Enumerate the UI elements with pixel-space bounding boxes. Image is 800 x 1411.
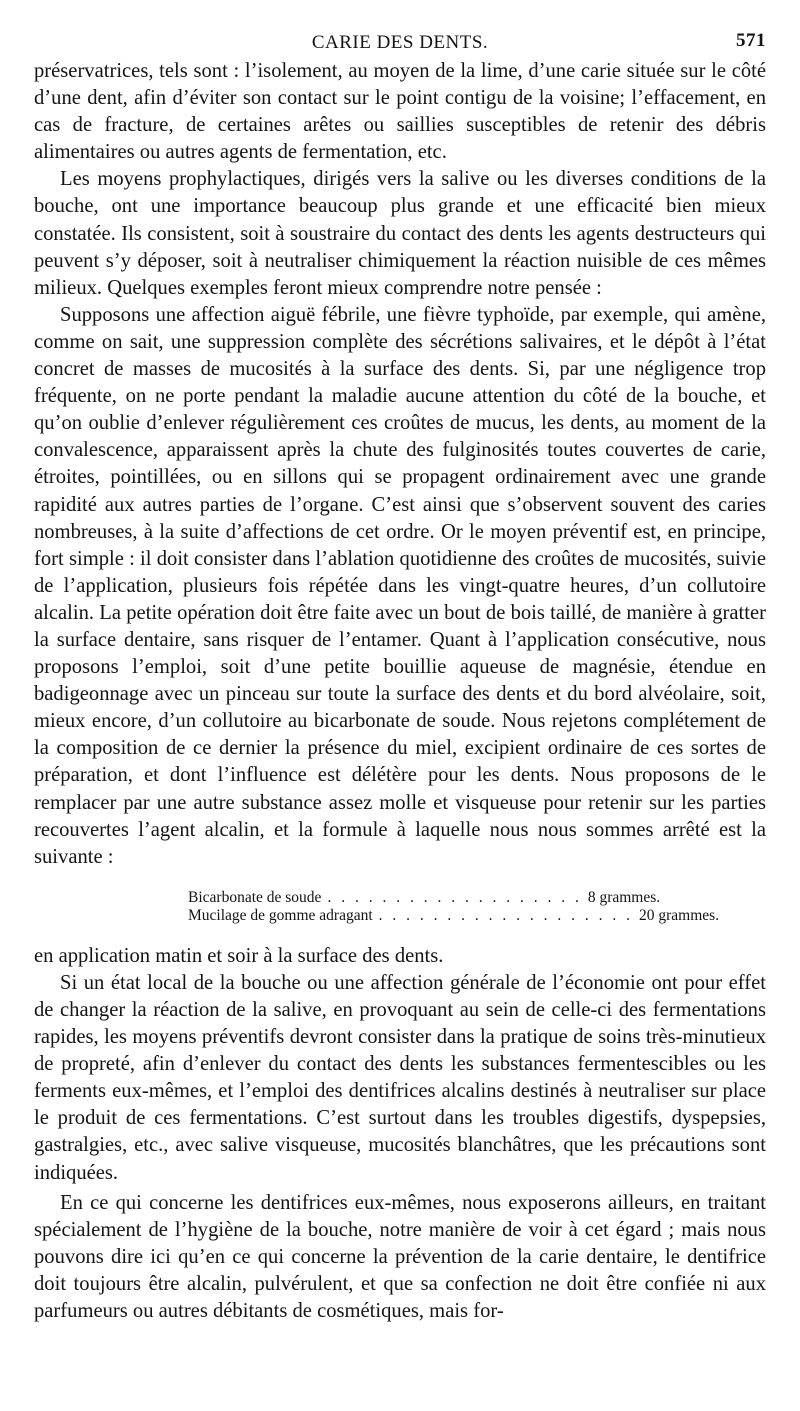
formula-row [188,888,661,907]
paragraph: Si un état local de la bouche ou une affection générale de l’économie ont pour effet de changer la réaction de la salive, en provoquant au sein de celle-ci des fermentations rapides, les moyens préventifs devront consister dans la pratique de soins très-minutieux de propreté, afin d’enlever du contact des dents les substances fermentescibles ou les ferments eux-mêmes, et l’emploi des dentifrices alcalins destinés à neutraliser sur place le produit de ces fermentations. C’est surtout dans les troubles digestifs, dyspepsies, gastralgies, etc., avec salive visqueuse, mucosités blanchâtres, que les précautions sont indiquées. [34,971,766,1184]
ingredient-name: Bicarbonate de soude [188,888,322,906]
page-number: 571 [736,30,766,51]
running-head: CARIE DES DENTS. [311,32,489,53]
ingredient-name: Mucilage de gomme adragant [188,906,373,924]
ingredient-quantity: 8 grammes. [587,888,661,906]
page-header [34,30,766,58]
recipe-formula [188,888,720,925]
paragraph: Les moyens prophylactiques, dirigés vers la salive ou les diverses conditions de la bouche, ont une importance beaucoup plus grande et une efficacité bien mieux constatée. Ils consistent, soit à soustraire du contact des dents les agents destructeurs qui peuvent s’y déposer, soit à neutraliser chimiquement la réaction nuisible de ces mêmes milieux. Quelques exemples feront mieux comprendre notre pensée : [34,168,766,299]
paragraph: Supposons une affection aiguë fébrile, une fièvre typhoïde, par exemple, qui amène, comme on sait, une suppression complète des sécrétions salivaires, et le dépôt à l’état concret de masses de mucosités à la surface des dents. Si, par une négligence trop fréquente, on ne porte pendant la maladie aucune attention du côté de la bouche, et qu’on oublie d’enlever régulièrement ces croûtes de mucus, les dents, au moment de la convalescence, apparaissent après la chute des fulginosités toutes couvertes de carie, étroites, pointillées, ou en sillons qui se propagent ordinairement avec une grande rapidité aux autres parties de l’organe. C’est ainsi que s’observent souvent des caries nombreuses, à la suite d’affections de cet ordre. Or le moyen préventif est, en principe, fort simple : il doit consister dans l’ablation quotidienne des croûtes de mucosités, suivie de l’application, plusieurs fois répétée dans les vingt-quatre heures, d’un collutoire alcalin. La petite opération doit être faite avec un bout de bois taillé, de manière à gratter la surface dentaire, sans risquer de l’entamer. Quant à l’application consécutive, nous proposons l’emploi, soit d’une petite bouillie aqueuse de magnésie, étendue en badigeonnage avec un pinceau sur toute la surface des dents et du bord alvéolaire, soit, mieux encore, d’un collutoire au bicarbonate de soude. Nous rejetons complétement de la composition de ce dernier la présence du miel, excipient ordinaire de ces sortes de préparation, et dont l’influence est délétère pour les dents. Nous proposons de le remplacer par une autre substance assez molle et visqueuse pour retenir sur les parties recouvertes l’agent alcalin, et la formule à laquelle nous nous sommes arrêté est la suivante : [34,303,766,868]
paragraph: préservatrices, tels sont : l’isolement, au moyen de la lime, d’une carie située sur le côté d’une dent, afin d’éviter son contact sur le point contigu de la voisine; l’effacement, en cas de fracture, de certaines arêtes ou saillies susceptibles de retenir des débris alimentaires ou autres agents de fermentation, etc. [34,60,766,164]
formula-row [188,906,720,925]
paragraph: en application matin et soir à la surface des dents. [34,944,444,967]
leader-dots: . . . . . . . . . . . . . . . . . . . [378,906,634,924]
body-text [34,58,766,871]
body-text [34,943,766,1325]
leader-dots: . . . . . . . . . . . . . . . . . . . [327,888,582,906]
ingredient-quantity: 20 grammes. [639,906,720,924]
paragraph: En ce qui concerne les dentifrices eux-mêmes, nous exposerons ailleurs, en traitant spécialement de l’hygiène de la bouche, notre manière de voir à cet égard ; mais nous pouvons dire ici qu’en ce qui concerne la prévention de la carie dentaire, le dentifrice doit toujours être alcalin, pulvérulent, et que sa confection ne doit être confiée ni aux parfumeurs ou autres débitants de cosmétiques, mais for- [34,1191,766,1323]
